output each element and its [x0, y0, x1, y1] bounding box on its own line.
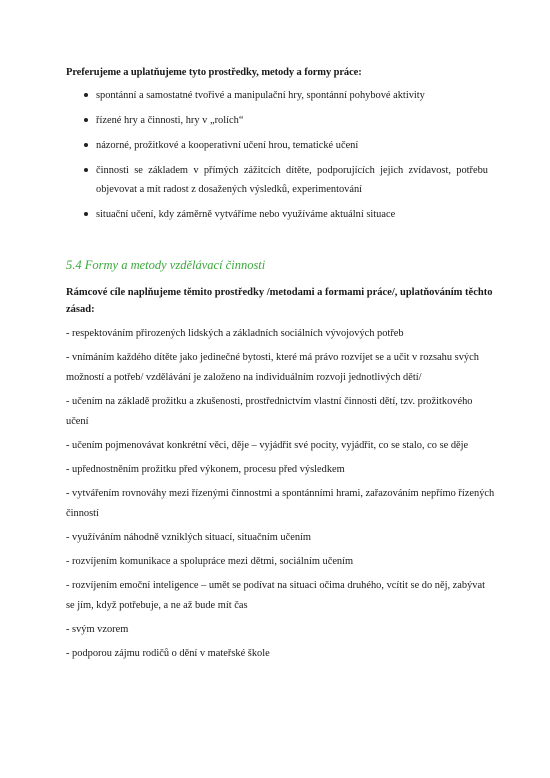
list-item: - vytvářením rovnováhy mezi řízenými činnostmi a spontánními hrami, zařazováním nepřímo řízených činností: [66, 488, 495, 519]
bullet-item: [0, 136, 488, 155]
list-item: - vnímáním každého dítěte jako jedinečné bytosti, které má právo rozvíjet se a učit v rozsahu svých možností a potřeb/ vzdělávání je založeno na individuálním rozvoji jednotlivých dětí/: [66, 352, 479, 383]
list-item: - využíváním náhodně vzniklých situací, situačním učením: [66, 532, 311, 543]
bullet-dot-icon: [84, 118, 88, 122]
bullet-text: činnosti se základem v přímých zážitcích dítěte, podporujících jejich zvídavost, potřebu objevovat a mít radost z dosažených výsledků, experimentování: [96, 165, 488, 195]
bullet-item: [0, 205, 488, 224]
intro-heading: Preferujeme a uplatňujeme tyto prostředky, metody a formy práce:: [66, 67, 362, 78]
bullet-item: [0, 111, 488, 130]
principles-list: [66, 324, 496, 668]
bullet-dot-icon: [84, 143, 88, 147]
section-heading: 5.4 Formy a metody vzdělávací činnosti: [66, 258, 266, 272]
list-item: - svým vzorem: [66, 624, 129, 635]
methods-bullet-list: [0, 86, 550, 230]
bullet-item: [0, 86, 488, 105]
list-item: - podporou zájmu rodičů o dění v mateřské škole: [66, 648, 270, 659]
bullet-item: [0, 161, 488, 199]
list-item: - rozvíjením komunikace a spolupráce mezi dětmi, sociálním učením: [66, 556, 354, 567]
bullet-dot-icon: [84, 168, 88, 172]
bullet-dot-icon: [84, 212, 88, 216]
bullet-text: spontánní a samostatné tvořivé a manipulační hry, spontánní pohybové aktivity: [96, 90, 425, 101]
list-item: - učením pojmenovávat konkrétní věci, děje – vyjádřit své pocity, vyjádřit, co se stalo, co se děje: [66, 440, 469, 451]
list-item: - respektováním přirozených lidských a základních sociálních vývojových potřeb: [66, 328, 404, 339]
bullet-text: názorné, prožitkové a kooperativní učení hrou, tematické učení: [96, 140, 359, 151]
list-item: - učením na základě prožitku a zkušenosti, prostřednictvím vlastní činnosti dětí, tzv. prožitkového učení: [66, 396, 473, 427]
bullet-text: situační učení, kdy záměrně vytváříme nebo využíváme aktuální situace: [96, 209, 396, 220]
bullet-dot-icon: [84, 93, 88, 97]
section-subhead: Rámcové cíle naplňujeme těmito prostředky /metodami a formami práce/, uplatňováním těchto zásad:: [66, 287, 493, 315]
list-item: - upřednostněním prožitku před výkonem, procesu před výsledkem: [66, 464, 345, 475]
list-item: - rozvíjením emoční inteligence – umět se podívat na situaci očima druhého, vcítit se do něj, zabývat se jím, když potřebuje, a ne až bude mít čas: [66, 580, 485, 611]
bullet-text: řízené hry a činnosti, hry v „rolích“: [96, 115, 244, 126]
